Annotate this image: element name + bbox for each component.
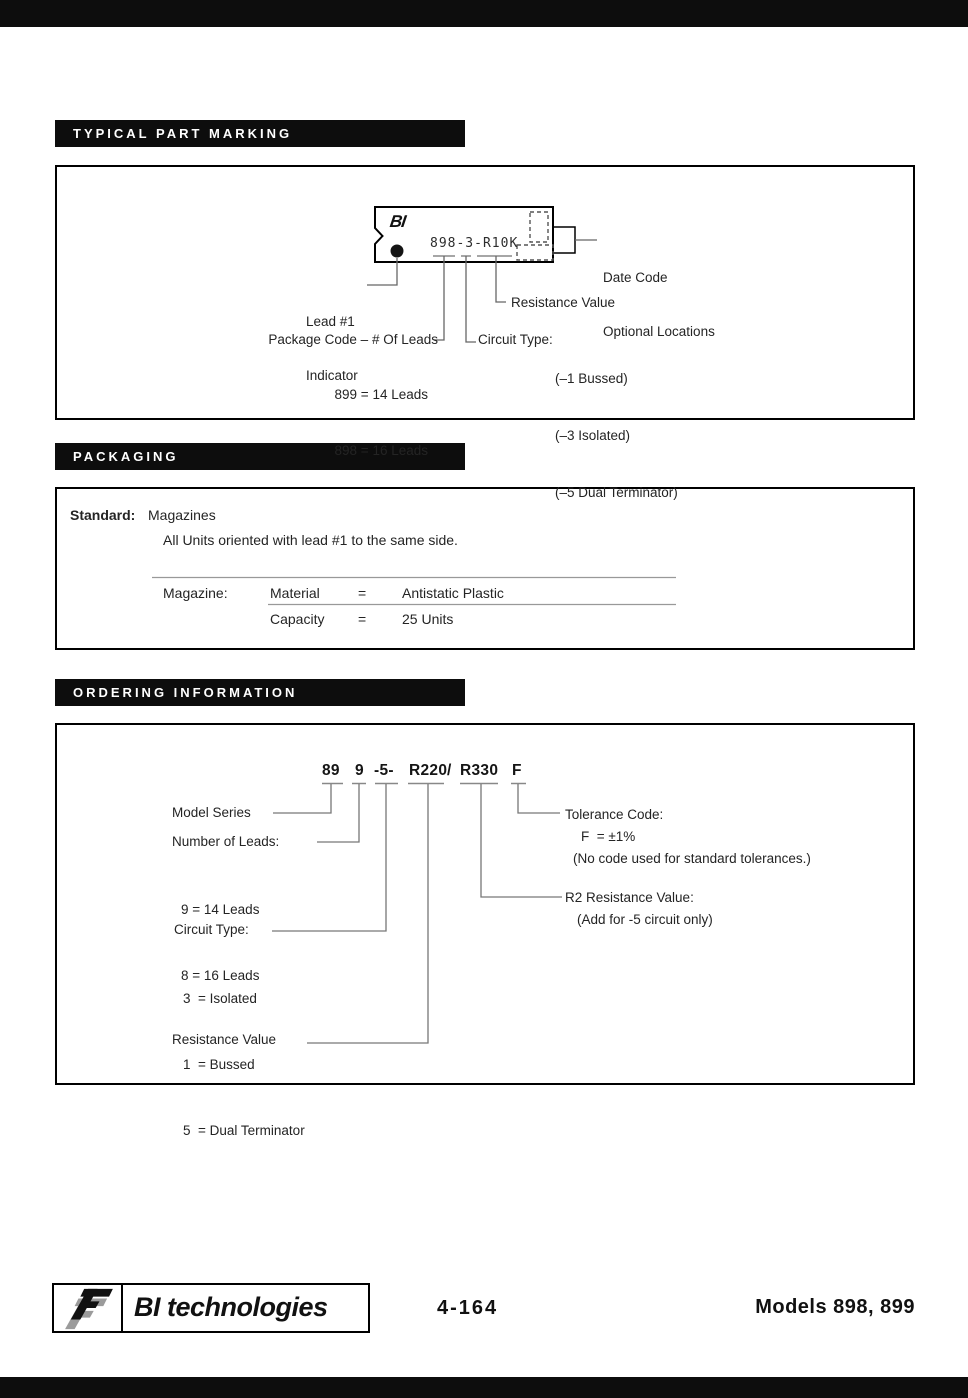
order-code-slash: /	[447, 762, 452, 779]
order-code-tolerance: F	[512, 762, 522, 779]
callout-package-code-label: Package Code – # Of Leads	[268, 332, 438, 347]
footer-page-number: 4-164	[437, 1297, 499, 1319]
callout-package-code-values	[230, 349, 428, 497]
circuit-value-5: 5 = Dual Terminator	[183, 1123, 305, 1138]
ordering-circuit-label: Circuit Type:	[174, 922, 249, 937]
packaging-standard-value: Magazines	[148, 507, 216, 523]
date-code-line2: Optional Locations	[603, 324, 715, 339]
ordering-model-series: Model Series	[172, 805, 251, 820]
lead1-line2: Indicator	[306, 368, 358, 383]
ordering-tolerance-label: Tolerance Code:	[565, 807, 664, 822]
magazine-row-material-value: Antistatic Plastic	[402, 585, 504, 601]
ordering-resistance-value: Resistance Value	[172, 1032, 277, 1047]
leads-value-8: 8 = 16 Leads	[181, 968, 260, 983]
device-bi-logo: BI	[388, 212, 407, 231]
callout-circuit-type-label: Circuit Type:	[478, 332, 553, 347]
order-code-circuit: -5-	[374, 762, 394, 779]
section-header-typical-part-marking: TYPICAL PART MARKING	[55, 120, 465, 147]
device-marking-text: 898-3-R10K	[430, 236, 519, 251]
circuit-type-dual-terminator: (–5 Dual Terminator)	[555, 485, 678, 500]
footer-logo-divider	[121, 1285, 123, 1331]
ordering-tolerance-value: F = ±1%	[581, 829, 636, 844]
leads-value-9: 9 = 14 Leads	[181, 902, 260, 917]
order-code-r2: R330	[460, 762, 499, 779]
packaging-standard-label: Standard:	[70, 507, 136, 523]
magazine-row-capacity-value: 25 Units	[402, 611, 454, 627]
ordering-r2-note: (Add for -5 circuit only)	[577, 912, 713, 927]
circuit-type-bussed: (–1 Bussed)	[555, 371, 628, 386]
magazine-label: Magazine:	[163, 585, 228, 601]
packaging-note: All Units oriented with lead #1 to the same side.	[163, 532, 458, 548]
ordering-circuit-values	[183, 944, 305, 1186]
callout-resistance-value: Resistance Value	[511, 295, 616, 310]
callout-circuit-type-values	[555, 331, 678, 540]
footer-logo-wordmark: BI technologies	[134, 1292, 328, 1322]
magazine-row-material-name: Material	[270, 585, 320, 601]
package-code-value-898: 898 = 16 Leads	[334, 442, 428, 458]
order-code-leads: 9	[355, 762, 364, 779]
order-code-r1: R220	[409, 762, 448, 779]
circuit-value-3: 3 = Isolated	[183, 991, 257, 1006]
package-code-value-899: 899 = 14 Leads	[334, 387, 428, 402]
date-code-line1: Date Code	[603, 270, 668, 285]
lead1-line1: Lead #1	[306, 314, 355, 329]
footer-models: Models 898, 899	[755, 1296, 915, 1318]
ordering-leads-label: Number of Leads:	[172, 834, 280, 849]
ordering-r2-label: R2 Resistance Value:	[565, 890, 694, 905]
circuit-type-isolated: (–3 Isolated)	[555, 428, 631, 443]
magazine-row-material-eq: =	[358, 585, 367, 601]
tt-monogram-icon	[58, 1287, 118, 1331]
magazine-row-capacity-name: Capacity	[270, 611, 325, 627]
part-marking-box	[55, 165, 915, 420]
section-header-ordering-information: ORDERING INFORMATION	[55, 679, 465, 706]
top-black-bar	[0, 0, 968, 27]
ordering-tolerance-note: (No code used for standard tolerances.)	[573, 851, 811, 866]
bottom-black-bar	[0, 1377, 968, 1398]
circuit-value-1: 1 = Bussed	[183, 1057, 255, 1072]
order-code-model: 89	[322, 762, 340, 779]
magazine-row-capacity-eq: =	[358, 611, 367, 627]
section-header-packaging: PACKAGING	[55, 443, 465, 470]
